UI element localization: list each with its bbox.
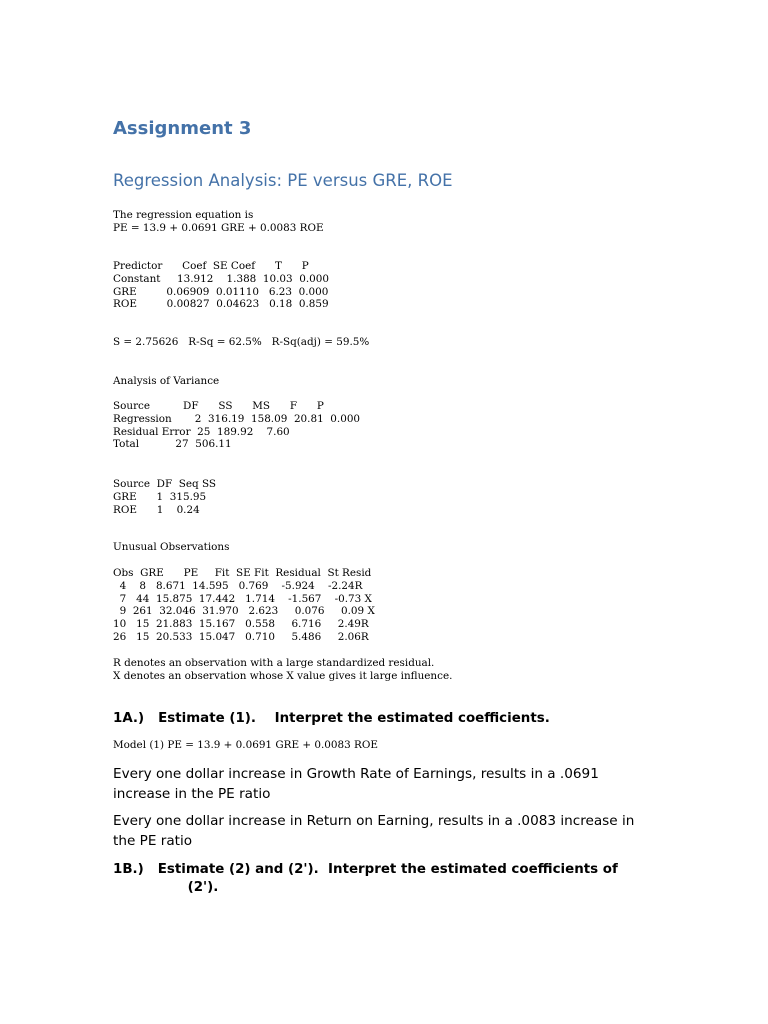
anova-title: Analysis of Variance (113, 375, 220, 387)
unusual-observations-title: Unusual Observations (113, 541, 230, 553)
predictor-table: Predictor Coef SE Coef T P Constant 13.912 1.388 10.03 0.000 GRE 0.06909 0.01110 6.23 0.000 ROE 0.00827 0.04623 0.18 0.859 (113, 260, 330, 311)
residual-notes: R denotes an observation with a large standardized residual. X denotes an observation whose X value gives it large influence. (113, 657, 453, 682)
answer-paragraph: Every one dollar increase in Growth Rate of Earnings, results in a .0691 increase in the PE ratio (113, 766, 599, 802)
sequential-ss-table: Source DF Seq SS GRE 1 315.95 ROE 1 0.24 (113, 478, 217, 516)
question-1a-heading: 1A.) Estimate (1). Interpret the estimated coefficients. (113, 711, 550, 726)
section-heading: Regression Analysis: PE versus GRE, ROE (113, 171, 453, 190)
answer-paragraph: Every one dollar increase in Return on Earning, results in a .0083 increase in the PE ratio (113, 813, 635, 849)
question-1b-heading: 1B.) Estimate (2) and (2'). Interpret the estimated coefficients of (2'). (113, 862, 618, 895)
assignment-title: Assignment 3 (113, 118, 252, 139)
anova-table: Source DF SS MS F P Regression 2 316.19 158.09 20.81 0.000 Residual Error 25 189.92 7.60 Total 27 506.11 (113, 400, 361, 451)
unusual-observations-table: Obs GRE PE Fit SE Fit Residual St Resid 4 8 8.671 14.595 0.769 -5.924 -2.24R 7 44 15.875 17.442 1.714 -1.567 -0.73 X 9 261 32.046 31.970 2.623 0.076 0.09 X 10 15 21.883 15.167 0.558 6.716 2.49R 26 15 20.533 15.047 0.710 5.486 2.06R (113, 567, 375, 643)
fit-statistics: S = 2.75626 R-Sq = 62.5% R-Sq(adj) = 59.5% (113, 336, 370, 348)
regression-equation: The regression equation is PE = 13.9 + 0.0691 GRE + 0.0083 ROE (113, 209, 324, 234)
model-1-equation: Model (1) PE = 13.9 + 0.0691 GRE + 0.0083 ROE (113, 739, 378, 751)
